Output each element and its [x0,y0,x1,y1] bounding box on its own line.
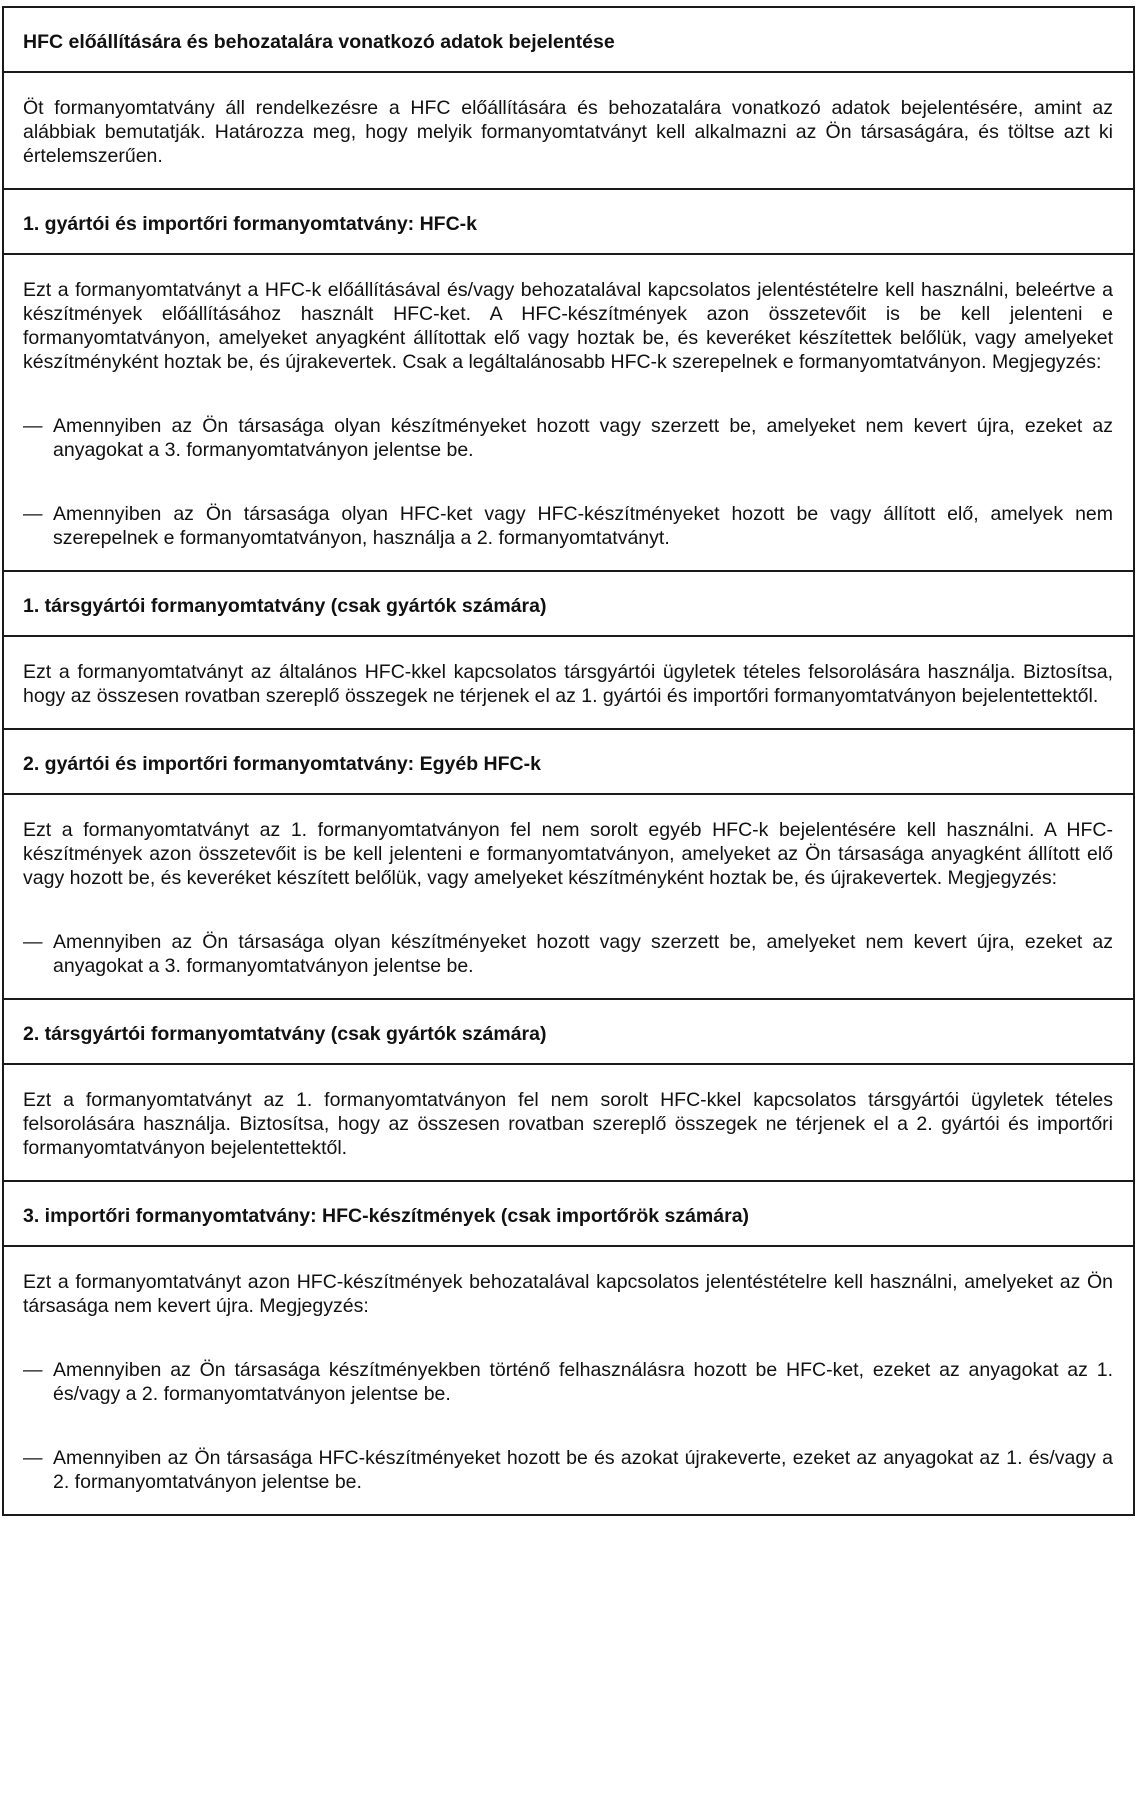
note-text: Amennyiben az Ön társasága olyan HFC-ket vagy HFC-készítményeket hozott be vagy állított elő, amelyek nem szerepelnek e formanyomtatványon, használja a 2. formanyomtatványt. [53,503,1113,549]
note-text: Amennyiben az Ön társasága olyan készítményeket hozott vagy szerzett be, amelyeket nem kevert újra, ezeket az anyagokat a 3. formanyomtatványon jelentse be. [53,415,1113,461]
section-heading-text: 1. társgyártói formanyomtatvány (csak gyártók számára) [23,595,547,617]
section-body-2-gyartoi [4,793,1133,998]
note-item [23,1446,1113,1494]
intro-paragraph: Öt formanyomtatvány áll rendelkezésre a HFC előállítására és behozatalára vonatkozó adatok bejelentésére, amint az alábbiak bemutatják. Határozza meg, hogy melyik formanyomtatványt kell alkalmazni az Ön társaságára, és töltse azt ki értelemszerűen. [23,97,1113,167]
section-body-3-importori [4,1245,1133,1514]
section-paragraph: Ezt a formanyomtatványt az 1. formanyomtatványon fel nem sorolt egyéb HFC-k bejelentésére kell használni. A HFC-készítmények azon összetevőit is be kell jelenteni e formanyomtatványon, amelyeket az Ön társasága anyagként állított elő vagy hozott be, és keveréket készített belőlük, vagy amelyeket készítményként hoztak be, és újrakevertek. Megjegyzés: [23,819,1113,889]
note-item [23,414,1113,462]
section-heading-text: 3. importőri formanyomtatvány: HFC-készítmények (csak importőrök számára) [23,1205,750,1227]
section-paragraph: Ezt a formanyomtatványt az általános HFC-kkel kapcsolatos társgyártói ügyletek tételes felsorolására használja. Biztosítsa, hogy az összesen rovatban szereplő összegek ne térjenek el az 1. gyártói és importőri formanyomtatványon bejelentettektől. [23,661,1113,707]
note-text: Amennyiben az Ön társasága HFC-készítményeket hozott be és azokat újrakeverte, ezeket az anyagokat az 1. és/vagy a 2. formanyomtatványon jelentse be. [53,1447,1113,1493]
dash-marker: — [23,415,43,437]
section-heading-1-tarsgyartoi [4,570,1133,635]
dash-marker: — [23,503,43,525]
section-heading-2-gyartoi [4,728,1133,793]
note-text: Amennyiben az Ön társasága készítményekben történő felhasználásra hozott be HFC-ket, ezeket az anyagokat az 1. és/vagy a 2. formanyomtatványon jelentse be. [53,1359,1113,1405]
section-body-1-gyartoi [4,253,1133,570]
section-heading-text: 1. gyártói és importőri formanyomtatvány: HFC-k [23,213,478,235]
section-heading-text: 2. gyártói és importőri formanyomtatvány: Egyéb HFC-k [23,753,541,775]
dash-marker: — [23,1447,43,1469]
section-heading-2-tarsgyartoi [4,998,1133,1063]
section-heading-1-gyartoi [4,188,1133,253]
section-paragraph: Ezt a formanyomtatványt az 1. formanyomtatványon fel nem sorolt HFC-kkel kapcsolatos társgyártói ügyletek tételes felsorolására használja. Biztosítsa, hogy az összesen rovatban szereplő összegek ne térjenek el a 2. gyártói és importőri formanyomtatványon bejelentettektől. [23,1089,1113,1159]
section-paragraph: Ezt a formanyomtatványt a HFC-k előállításával és/vagy behozatalával kapcsolatos jelentéstételre kell használni, beleértve a készítmények előállításához használt HFC-ket. A HFC-készítmények azon összetevőit is be kell jelenteni e formanyomtatványon, amelyeket anyagként állítottak elő vagy hoztak be, és keveréket készítettek belőlük, vagy amelyeket készítményként hoztak be, és újrakevertek. Csak a legáltalánosabb HFC-k szerepelnek e formanyomtatványon. Megjegyzés: [23,279,1113,373]
document-title [4,8,1133,71]
section-paragraph: Ezt a formanyomtatványt azon HFC-készítmények behozatalával kapcsolatos jelentéstételre kell használni, amelyeket az Ön társasága nem kevert újra. Megjegyzés: [23,1271,1113,1317]
note-item [23,502,1113,550]
section-heading-3-importori [4,1180,1133,1245]
document-table [2,6,1135,1516]
dash-marker: — [23,931,43,953]
section-body-1-tarsgyartoi [4,635,1133,728]
section-heading-text: 2. társgyártói formanyomtatvány (csak gyártók számára) [23,1023,547,1045]
note-item [23,930,1113,978]
note-text: Amennyiben az Ön társasága olyan készítményeket hozott vagy szerzett be, amelyeket nem kevert újra, ezeket az anyagokat a 3. formanyomtatványon jelentse be. [53,931,1113,977]
section-body-2-tarsgyartoi [4,1063,1133,1180]
intro-cell [4,71,1133,188]
note-item [23,1358,1113,1406]
dash-marker: — [23,1359,43,1381]
document-title-text: HFC előállítására és behozatalára vonatkozó adatok bejelentése [23,31,615,53]
